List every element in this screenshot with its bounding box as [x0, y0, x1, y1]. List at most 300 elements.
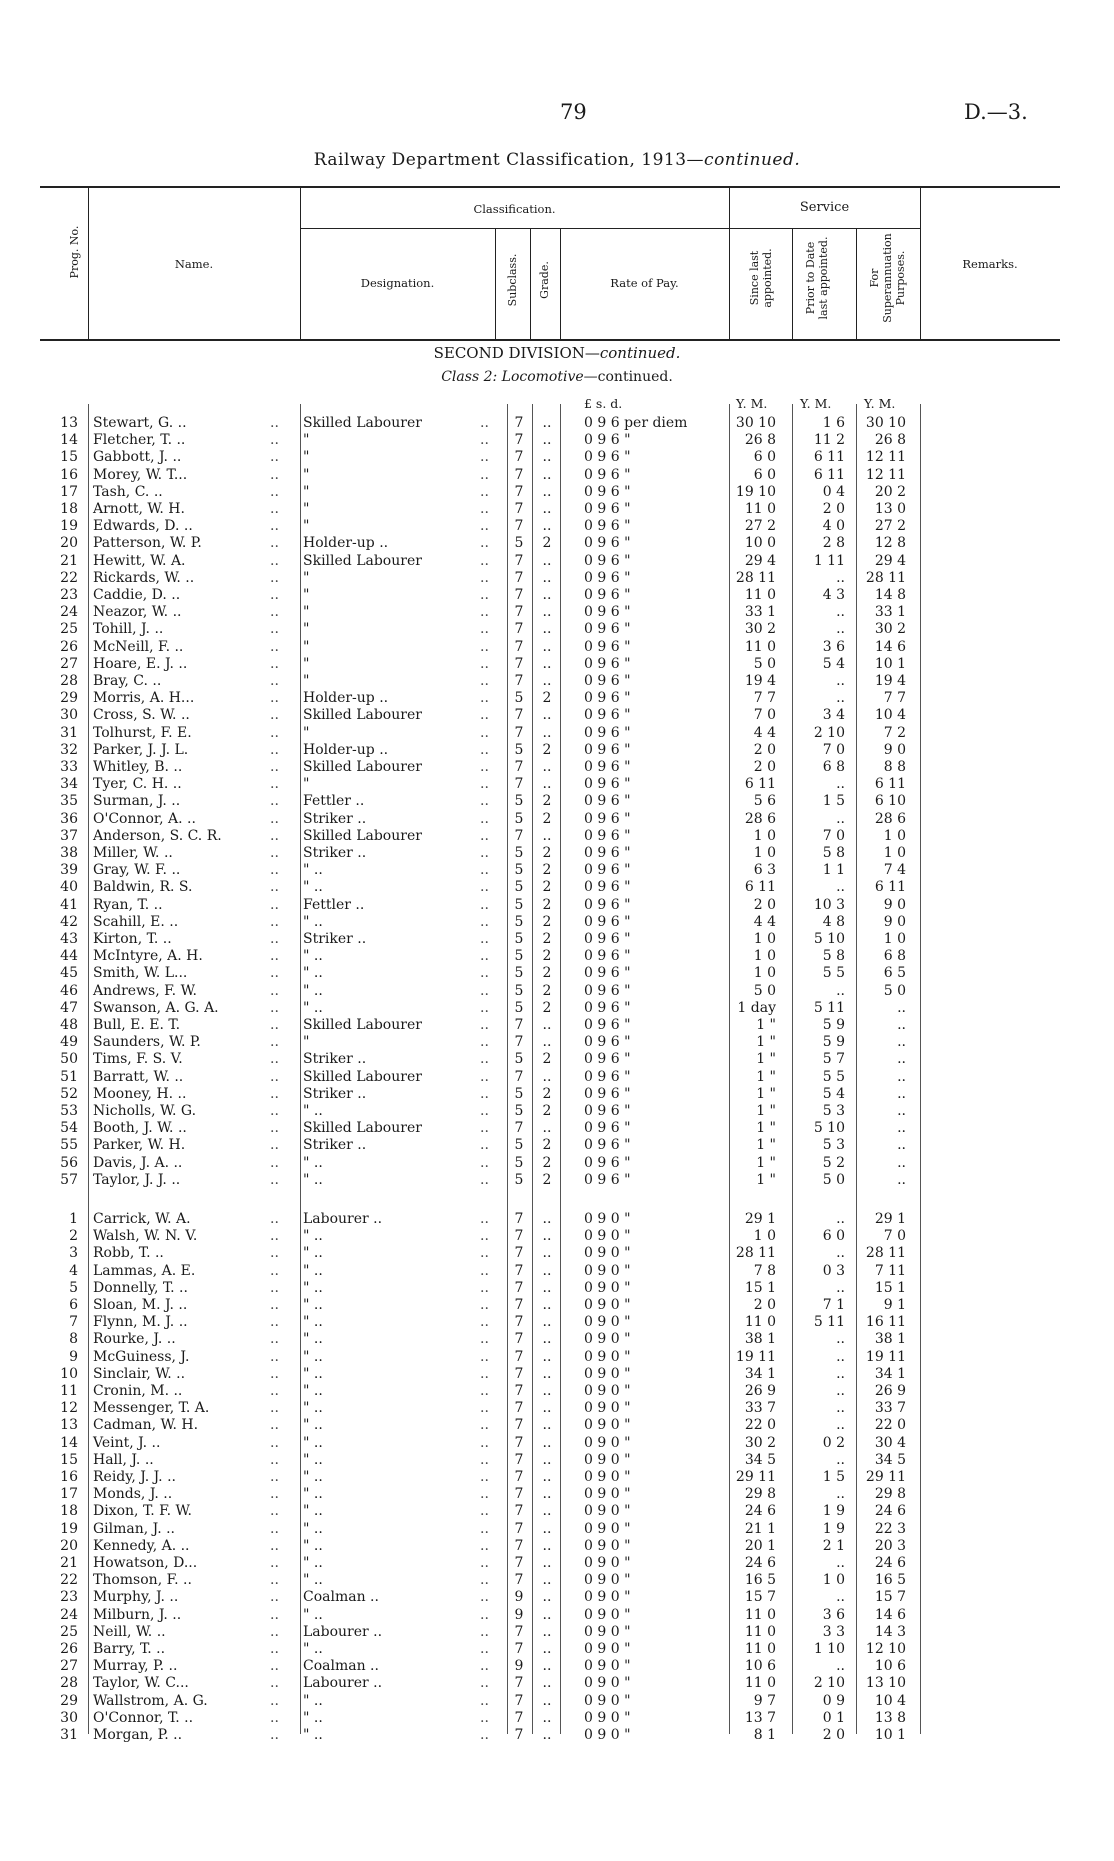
prior-cell: ..	[836, 1486, 845, 1503]
since-last-cell: 6 0	[753, 449, 776, 466]
superannuation-cell: 6 11	[874, 879, 906, 896]
section-heading	[0, 344, 1114, 362]
leader-dots: ..	[480, 1154, 489, 1171]
leader-dots: ..	[480, 931, 489, 947]
leader-dots: ..	[480, 862, 489, 879]
designation-cell: "	[303, 621, 310, 638]
subsection-class: Class 2:	[441, 369, 498, 385]
superannuation-cell: 6 5	[883, 965, 906, 982]
leader-dots: ..	[480, 604, 489, 621]
prior-cell: 2 10	[813, 1675, 845, 1692]
prior-cell: 5 3	[822, 1103, 845, 1119]
subclass-cell: 7	[514, 501, 524, 517]
prog-no-cell: 20	[60, 535, 78, 552]
name-cell: Hewitt, W. A.	[93, 552, 186, 569]
since-last-cell: 6 3	[753, 862, 776, 879]
prior-cell: 6 11	[813, 449, 845, 466]
name-cell: Barry, T. ..	[93, 1641, 166, 1657]
designation-cell: Striker ..	[303, 845, 367, 861]
grade-cell: ..	[542, 827, 552, 844]
subclass-cell: 7	[514, 1211, 524, 1227]
name-cell: Saunders, W. P.	[93, 1034, 201, 1051]
leader-dots: ..	[480, 1469, 489, 1485]
designation-cell: "	[303, 724, 310, 741]
superannuation-cell: 20 2	[874, 483, 906, 500]
designation-cell: " ..	[303, 1314, 323, 1331]
prog-no-cell: 23	[60, 1589, 78, 1606]
rate-cell: 0 9 6 "	[584, 759, 631, 775]
prog-no-cell: 35	[60, 793, 78, 810]
prior-cell: ..	[836, 982, 845, 999]
since-last-cell: 6 11	[744, 776, 776, 793]
superannuation-cell: 7 7	[883, 690, 906, 707]
rate-cell: 0 9 0 "	[584, 1606, 631, 1623]
prog-no-cell: 7	[69, 1314, 78, 1331]
leader-dots: ..	[270, 1589, 279, 1606]
prog-no-cell: 36	[60, 810, 78, 827]
since-last-cell: 5 0	[753, 655, 776, 672]
rate-cell: 0 9 0 "	[584, 1589, 631, 1606]
prog-no-cell: 21	[60, 552, 78, 569]
subclass-cell: 5	[514, 931, 524, 947]
prog-no-cell: 48	[60, 1017, 78, 1033]
designation-cell: " ..	[303, 1245, 323, 1262]
designation-cell: " ..	[303, 1400, 323, 1417]
name-cell: Bray, C. ..	[93, 673, 162, 689]
superannuation-cell: ..	[897, 1017, 906, 1033]
superannuation-cell: 27 2	[874, 518, 906, 535]
subclass-cell: 7	[514, 1692, 524, 1709]
superannuation-cell: 14 6	[874, 1606, 906, 1623]
subclass-cell: 7	[514, 1262, 524, 1279]
rate-cell: 0 9 6 "	[584, 432, 631, 449]
prog-no-cell: 29	[60, 690, 78, 707]
rate-cell: 0 9 0 "	[584, 1520, 631, 1537]
name-cell: Taylor, W. C...	[93, 1675, 189, 1692]
body-vline-4	[532, 404, 533, 1734]
leader-dots: ..	[480, 741, 489, 758]
prior-cell: 4 0	[822, 518, 845, 535]
superannuation-cell: 28 11	[865, 569, 906, 586]
prog-no-cell: 15	[60, 449, 78, 466]
leader-dots: ..	[270, 1400, 279, 1417]
name-cell: O'Connor, T. ..	[93, 1709, 194, 1726]
superannuation-cell: 14 8	[874, 587, 906, 603]
prog-no-cell: 19	[60, 1520, 78, 1537]
leader-dots: ..	[480, 982, 489, 999]
name-cell: McGuiness, J.	[93, 1348, 190, 1365]
prog-no-cell: 1	[69, 1211, 78, 1227]
leader-dots: ..	[480, 1486, 489, 1503]
prior-cell: 3 6	[822, 638, 845, 655]
leader-dots: ..	[270, 1051, 279, 1068]
leader-dots: ..	[480, 1085, 489, 1102]
designation-cell: " ..	[303, 1103, 323, 1119]
leader-dots: ..	[480, 432, 489, 449]
prog-no-cell: 21	[60, 1555, 78, 1571]
leader-dots: ..	[480, 552, 489, 569]
rate-cell: 0 9 0 "	[584, 1400, 631, 1417]
grade-cell: 2	[542, 862, 552, 879]
grade-cell: 2	[542, 931, 552, 947]
leader-dots: ..	[270, 449, 279, 466]
leader-dots: ..	[270, 1068, 279, 1085]
rate-cell: 0 9 6 "	[584, 965, 631, 982]
designation-cell: " ..	[303, 1572, 323, 1589]
prog-no-cell: 10	[60, 1365, 78, 1382]
name-cell: Tyer, C. H. ..	[93, 776, 182, 793]
designation-cell: " ..	[303, 1262, 323, 1279]
name-cell: Tolhurst, F. E.	[93, 724, 192, 741]
subclass-cell: 7	[514, 587, 524, 603]
grade-cell: 2	[542, 1137, 552, 1154]
name-cell: Gray, W. F. ..	[93, 862, 181, 879]
prog-no-cell: 56	[60, 1154, 78, 1171]
leader-dots: ..	[480, 587, 489, 603]
vline-subclass	[530, 228, 531, 339]
grade-cell: 2	[542, 1085, 552, 1102]
leader-dots: ..	[480, 1068, 489, 1085]
subclass-cell: 7	[514, 1314, 524, 1331]
since-last-cell: 6 11	[744, 879, 776, 896]
prog-no-cell: 22	[60, 569, 78, 586]
prog-no-cell: 26	[60, 1641, 78, 1657]
leader-dots: ..	[270, 913, 279, 930]
subclass-cell: 7	[514, 1486, 524, 1503]
prog-no-cell: 47	[60, 999, 78, 1016]
rate-cell: 0 9 0 "	[584, 1417, 631, 1434]
leader-dots: ..	[480, 1727, 489, 1743]
rate-header: Rate of Pay.	[610, 276, 679, 290]
leader-dots: ..	[270, 1503, 279, 1520]
leader-dots: ..	[480, 1641, 489, 1657]
name-cell: Baldwin, R. S.	[93, 879, 193, 896]
leader-dots: ..	[270, 621, 279, 638]
grade-cell: ..	[542, 638, 552, 655]
superannuation-cell: 8 8	[883, 759, 906, 775]
superannuation-cell: 9 1	[883, 1297, 906, 1313]
prior-cell: 2 8	[822, 535, 845, 552]
rate-cell: 0 9 0 "	[584, 1469, 631, 1485]
designation-cell: "	[303, 432, 310, 449]
prog-no-cell: 37	[60, 827, 78, 844]
prog-no-cell: 22	[60, 1572, 78, 1589]
grade-cell: ..	[542, 759, 552, 775]
prog-no-cell: 3	[69, 1245, 78, 1262]
leader-dots: ..	[270, 604, 279, 621]
superannuation-cell: 30 4	[874, 1434, 906, 1451]
grade-cell: ..	[542, 518, 552, 535]
superannuation-cell: 15 7	[874, 1589, 906, 1606]
leader-dots: ..	[480, 913, 489, 930]
rate-cell: 0 9 6 "	[584, 552, 631, 569]
prior-cell: ..	[836, 1383, 845, 1399]
designation-cell: "	[303, 483, 310, 500]
name-cell: Smith, W. L...	[93, 965, 188, 982]
prior-cell: ..	[836, 1658, 845, 1675]
prior-cell: 5 3	[822, 1137, 845, 1154]
prior-cell: ..	[836, 1400, 845, 1417]
designation-cell: " ..	[303, 1451, 323, 1468]
name-cell: Stewart, G. ..	[93, 415, 187, 431]
leader-dots: ..	[480, 1262, 489, 1279]
grade-cell: ..	[542, 1623, 552, 1640]
name-cell: Carrick, W. A.	[93, 1211, 191, 1227]
subclass-cell: 5	[514, 793, 524, 810]
subclass-cell: 7	[514, 1365, 524, 1382]
title-main: Railway Department Classification, 1913—	[313, 150, 705, 170]
rate-cell: 0 9 6 "	[584, 690, 631, 707]
prior-cell: ..	[836, 1279, 845, 1296]
leader-dots: ..	[270, 673, 279, 689]
since-last-cell: 33 7	[744, 1400, 776, 1417]
designation-cell: " ..	[303, 982, 323, 999]
leader-dots: ..	[270, 1658, 279, 1675]
prior-cell: 2 1	[822, 1537, 845, 1554]
designation-cell: " ..	[303, 879, 323, 896]
superannuation-cell: 29 4	[874, 552, 906, 569]
subclass-cell: 5	[514, 1103, 524, 1119]
prior-cell: 0 9	[822, 1692, 845, 1709]
prior-cell: 3 3	[822, 1623, 845, 1640]
leader-dots: ..	[270, 1383, 279, 1399]
grade-cell: ..	[542, 552, 552, 569]
grade-cell: ..	[542, 1434, 552, 1451]
since-last-cell: 1 0	[753, 827, 776, 844]
subclass-cell: 7	[514, 707, 524, 724]
name-cell: Hoare, E. J. ..	[93, 655, 188, 672]
grade-cell: ..	[542, 673, 552, 689]
name-cell: Milburn, J. ..	[93, 1606, 182, 1623]
since-last-cell: 2 0	[753, 741, 776, 758]
name-cell: Neill, W. ..	[93, 1623, 166, 1640]
rate-cell: 0 9 6 "	[584, 741, 631, 758]
prog-no-cell: 49	[60, 1034, 78, 1051]
prior-cell: 1 10	[813, 1641, 845, 1657]
rate-cell: 0 9 6 "	[584, 862, 631, 879]
prior-cell: 5 9	[822, 1017, 845, 1033]
vline-designation	[495, 228, 496, 339]
rate-cell: 0 9 0 "	[584, 1434, 631, 1451]
since-last-cell: 2 0	[753, 896, 776, 913]
leader-dots: ..	[480, 1451, 489, 1468]
leader-dots: ..	[480, 1103, 489, 1119]
superannuation-cell: 10 1	[874, 655, 906, 672]
prior-cell: 5 11	[813, 1314, 845, 1331]
leader-dots: ..	[270, 999, 279, 1016]
since-last-cell: 1 "	[756, 1120, 776, 1137]
rate-cell: 0 9 6 "	[584, 569, 631, 586]
superannuation-cell: 9 0	[883, 913, 906, 930]
rate-cell: 0 9 0 "	[584, 1537, 631, 1554]
since-last-cell: 34 1	[744, 1365, 776, 1382]
subclass-cell: 5	[514, 845, 524, 861]
prog-no-cell: 9	[69, 1348, 78, 1365]
name-cell: Whitley, B. ..	[93, 759, 183, 775]
prior-cell: 5 4	[822, 655, 845, 672]
subclass-cell: 7	[514, 1120, 524, 1137]
remarks-header: Remarks.	[962, 257, 1018, 271]
leader-dots: ..	[270, 1692, 279, 1709]
prog-no-cell: 19	[60, 518, 78, 535]
since-last-cell: 8 1	[753, 1727, 776, 1743]
subclass-cell: 7	[514, 1451, 524, 1468]
superannuation-cell: 28 11	[865, 1245, 906, 1262]
subclass-cell: 7	[514, 466, 524, 483]
prior-cell: 6 8	[822, 759, 845, 775]
superannuation-cell: 33 1	[874, 604, 906, 621]
since-last-cell: 29 4	[744, 552, 776, 569]
name-cell: Walsh, W. N. V.	[93, 1228, 198, 1245]
leader-dots: ..	[270, 1034, 279, 1051]
subclass-cell: 7	[514, 673, 524, 689]
rate-cell: 0 9 0 "	[584, 1451, 631, 1468]
name-cell: Murray, P. ..	[93, 1658, 178, 1675]
leader-dots: ..	[270, 1228, 279, 1245]
superannuation-header: For Superannuation Purposes.	[868, 233, 907, 323]
designation-cell: "	[303, 587, 310, 603]
leader-dots: ..	[480, 1120, 489, 1137]
superannuation-cell: 10 4	[874, 1692, 906, 1709]
rate-cell: 0 9 0 "	[584, 1623, 631, 1640]
body-vline-6	[729, 404, 730, 1734]
leader-dots: ..	[480, 415, 489, 431]
designation-cell: "	[303, 569, 310, 586]
superannuation-cell: 24 6	[874, 1503, 906, 1520]
designation-cell: Fettler ..	[303, 896, 365, 913]
page-number: 79	[560, 100, 587, 124]
prog-no-cell: 14	[60, 432, 78, 449]
name-cell: Patterson, W. P.	[93, 535, 202, 552]
leader-dots: ..	[270, 552, 279, 569]
subclass-cell: 7	[514, 1400, 524, 1417]
superannuation-cell: 5 0	[883, 982, 906, 999]
subclass-cell: 7	[514, 638, 524, 655]
leader-dots: ..	[270, 1709, 279, 1726]
leader-dots: ..	[480, 1503, 489, 1520]
subclass-cell: 7	[514, 604, 524, 621]
leader-dots: ..	[270, 690, 279, 707]
designation-cell: " ..	[303, 1709, 323, 1726]
designation-cell: Skilled Labourer	[303, 1017, 422, 1033]
superannuation-cell: ..	[897, 1120, 906, 1137]
prog-no-cell: 25	[60, 1623, 78, 1640]
since-last-cell: 29 11	[735, 1469, 776, 1485]
leader-dots: ..	[480, 1606, 489, 1623]
section-continued: continued.	[599, 344, 681, 362]
designation-cell: "	[303, 501, 310, 517]
prior-cell: ..	[836, 690, 845, 707]
name-cell: Monds, J. ..	[93, 1486, 173, 1503]
grade-cell: 2	[542, 1051, 552, 1068]
name-cell: Donnelly, T. ..	[93, 1279, 188, 1296]
grade-cell: 2	[542, 982, 552, 999]
name-cell: Messenger, T. A.	[93, 1400, 210, 1417]
leader-dots: ..	[270, 1103, 279, 1119]
since-last-cell: 30 2	[744, 1434, 776, 1451]
rate-cell: 0 9 6 "	[584, 793, 631, 810]
superannuation-cell: ..	[897, 1085, 906, 1102]
prog-no-cell: 20	[60, 1537, 78, 1554]
leader-dots: ..	[270, 965, 279, 982]
prior-cell: 5 9	[822, 1034, 845, 1051]
leader-dots: ..	[480, 896, 489, 913]
prior-cell: 2 0	[822, 1727, 845, 1743]
prior-cell: 1 5	[822, 793, 845, 810]
rate-cell: 0 9 0 "	[584, 1709, 631, 1726]
subclass-cell: 7	[514, 1417, 524, 1434]
leader-dots: ..	[270, 1365, 279, 1382]
designation-cell: Striker ..	[303, 1051, 367, 1068]
prior-cell: 7 0	[822, 741, 845, 758]
designation-cell: " ..	[303, 862, 323, 879]
leader-dots: ..	[480, 518, 489, 535]
rate-cell: 0 9 0 "	[584, 1658, 631, 1675]
name-cell: O'Connor, A. ..	[93, 810, 196, 827]
since-last-cell: 26 8	[744, 432, 776, 449]
leader-dots: ..	[480, 569, 489, 586]
leader-dots: ..	[270, 1085, 279, 1102]
vline-since	[792, 228, 793, 339]
subclass-cell: 7	[514, 1297, 524, 1313]
rate-cell: 0 9 0 "	[584, 1383, 631, 1399]
rate-cell: 0 9 0 "	[584, 1503, 631, 1520]
designation-cell: " ..	[303, 1228, 323, 1245]
subclass-cell: 7	[514, 1228, 524, 1245]
subclass-cell: 7	[514, 1555, 524, 1571]
body-vline-2	[300, 404, 301, 1734]
designation-cell: "	[303, 638, 310, 655]
subclass-cell: 9	[514, 1658, 524, 1675]
leader-dots: ..	[270, 759, 279, 775]
subclass-cell: 5	[514, 1137, 524, 1154]
superannuation-cell: 14 6	[874, 638, 906, 655]
prior-cell: 3 6	[822, 1606, 845, 1623]
superannuation-cell: ..	[897, 1154, 906, 1171]
leader-dots: ..	[270, 432, 279, 449]
rate-cell: 0 9 6 "	[584, 982, 631, 999]
leader-dots: ..	[270, 483, 279, 500]
name-cell: Kennedy, A. ..	[93, 1537, 190, 1554]
since-last-cell: 1 "	[756, 1034, 776, 1051]
prior-cell: ..	[836, 1348, 845, 1365]
leader-dots: ..	[270, 466, 279, 483]
prior-cell: 7 1	[822, 1297, 845, 1313]
subclass-cell: 7	[514, 1503, 524, 1520]
prog-no-cell: 6	[69, 1297, 78, 1313]
service-header: Service	[799, 200, 850, 215]
since-last-cell: 2 0	[753, 1297, 776, 1313]
name-cell: Davis, J. A. ..	[93, 1154, 183, 1171]
leader-dots: ..	[270, 1297, 279, 1313]
subclass-cell: 7	[514, 483, 524, 500]
designation-cell: " ..	[303, 1486, 323, 1503]
rate-cell: 0 9 6 "	[584, 948, 631, 965]
leader-dots: ..	[480, 483, 489, 500]
grade-cell: ..	[542, 1469, 552, 1485]
leader-dots: ..	[270, 1245, 279, 1262]
prog-no-cell: 24	[60, 604, 78, 621]
prior-cell: 6 11	[813, 466, 845, 483]
leader-dots: ..	[270, 862, 279, 879]
prog-no-cell: 13	[60, 415, 78, 431]
subclass-cell: 9	[514, 1606, 524, 1623]
name-cell: Cross, S. W. ..	[93, 707, 190, 724]
name-cell: McIntyre, A. H.	[93, 948, 203, 965]
leader-dots: ..	[270, 501, 279, 517]
name-cell: Morgan, P. ..	[93, 1727, 183, 1743]
vline-prior	[856, 228, 857, 339]
